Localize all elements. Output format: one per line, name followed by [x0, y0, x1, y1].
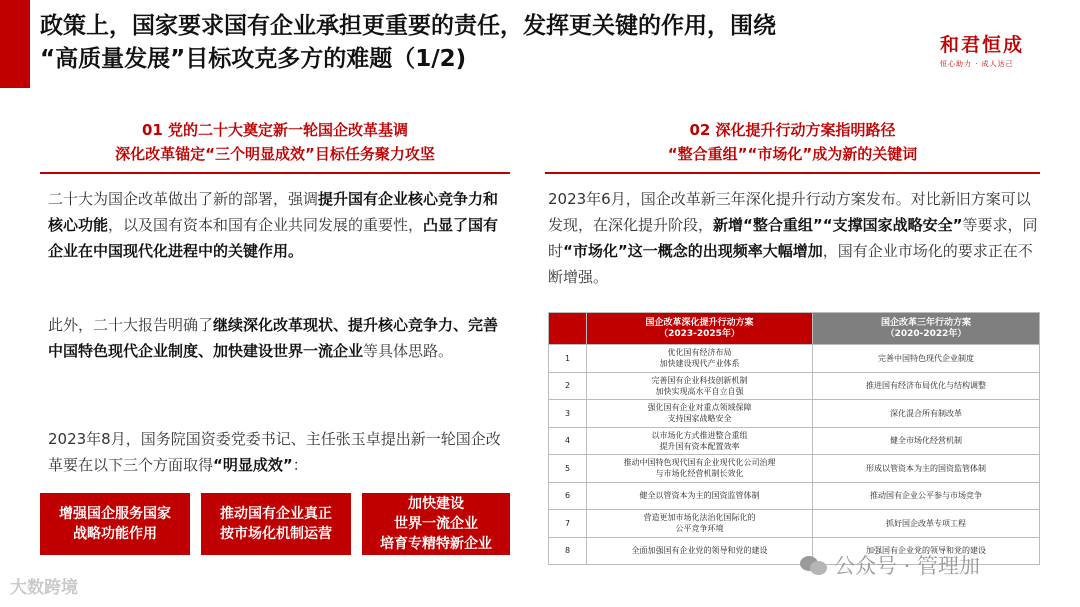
left-paragraph-1	[48, 186, 510, 264]
text-run: 等要求，同时	[548, 216, 1038, 260]
text-run: 等具体思路。	[363, 342, 454, 360]
goal-box-line: 按市场化机制运营	[220, 526, 332, 542]
title-accent-bar	[0, 0, 30, 88]
cell-line: 公平竞争环境	[675, 524, 724, 534]
right-section-heading	[545, 118, 1040, 166]
table-cell-index	[549, 537, 587, 565]
cell-line: 推动中国特色现代国有企业现代化公司治理	[623, 458, 776, 468]
table-cell-new-plan	[587, 482, 813, 510]
table-header-old-plan	[813, 313, 1040, 345]
page-title-line2: “高质量发展”目标攻克多方的难题（1/2)	[40, 46, 467, 72]
text-run: 2023年8月，国务院国资委党委书记、主任张玉卓提出新一轮国企改革要在以下三个方面取得	[48, 430, 501, 474]
table-cell-old-plan	[813, 482, 1040, 510]
reform-plan-comparison-table	[548, 312, 1040, 565]
text-run: ：	[292, 456, 308, 474]
cell-line: 3	[564, 408, 571, 418]
cell-line: 推动国有企业公平参与市场竞争	[870, 491, 982, 501]
left-heading-line2: 深化改革锚定“三个明显成效”目标任务聚力攻坚	[115, 145, 435, 163]
left-heading-line1: 01 党的二十大奠定新一轮国企改革基调	[141, 121, 409, 139]
cell-line: 完善国有企业科技创新机制	[651, 375, 748, 385]
watermark-right	[800, 550, 980, 580]
page-title-line1: 政策上，国家要求国有企业承担更重要的责任，发挥更关键的作用，围绕	[40, 13, 776, 39]
table-cell-index	[549, 345, 587, 373]
table-cell-index	[549, 455, 587, 483]
cell-line: 4	[564, 436, 571, 446]
table-cell-index	[549, 510, 587, 538]
table-cell-new-plan	[587, 400, 813, 428]
bold-text-run: 凸显了国有企业在中国现代化进程中的关键作用。	[48, 216, 499, 260]
cell-line: 健全市场化经营机制	[890, 436, 962, 446]
text-run: 二十大为国企改革做出了新的部署，强调	[48, 190, 319, 208]
table-cell-index	[549, 427, 587, 455]
table-cell-old-plan	[813, 372, 1040, 400]
company-logo	[940, 30, 1050, 69]
header-line: （2023-2025年）	[659, 328, 740, 339]
table-row	[549, 372, 1040, 400]
goal-box-line: 战略功能作用	[73, 526, 157, 542]
table-cell-index	[549, 400, 587, 428]
table-row	[549, 345, 1040, 373]
bold-text-run: “市场化”这一概念的出现频率大幅增加	[563, 242, 823, 260]
table-cell-new-plan	[587, 510, 813, 538]
cell-line: 1	[564, 353, 571, 363]
cell-line: 加快建设现代产业体系	[659, 359, 740, 369]
table-row	[549, 400, 1040, 428]
goal-box-line: 推动国有企业真正	[220, 506, 332, 522]
table-header-row	[549, 313, 1040, 345]
cell-line: 深化混合所有制改革	[890, 408, 962, 418]
goal-box-3	[362, 493, 510, 555]
goal-box-line: 培育专精特新企业	[380, 536, 492, 552]
table-cell-old-plan	[813, 345, 1040, 373]
right-heading-line1: 02 深化提升行动方案指明路径	[689, 121, 896, 139]
bold-text-run: 提升国有企业核心竞争力和核心功能	[48, 190, 499, 234]
page-title	[40, 10, 940, 76]
table-cell-new-plan	[587, 537, 813, 565]
left-paragraph-3	[48, 426, 510, 478]
right-heading-line2: “整合重组”“市场化”成为新的关键词	[667, 145, 918, 163]
cell-line: 7	[564, 518, 571, 528]
text-run: 此外，二十大报告明确了	[48, 316, 214, 334]
cell-line: 优化国有经济布局	[667, 348, 732, 358]
logo-tagline: 恒心助力 · 成人达己	[940, 60, 1014, 68]
right-section-divider	[545, 172, 1040, 174]
table-row	[549, 510, 1040, 538]
cell-line: 健全以管资本为主的国资监管体制	[639, 491, 760, 501]
table-cell-new-plan	[587, 372, 813, 400]
wechat-icon	[800, 554, 828, 576]
cell-line: 强化国有企业对重点领域保障	[647, 403, 752, 413]
bold-text-run: “明显成效”	[213, 456, 293, 474]
table-cell-old-plan	[813, 510, 1040, 538]
cell-line: 全面加强国有企业党的领导和党的建设	[631, 546, 768, 556]
watermark-left-text: 大数跨境	[10, 578, 78, 598]
cell-line: 支持国家战略安全	[667, 414, 732, 424]
table-header-new-plan	[587, 313, 813, 345]
goal-box-line: 世界一流企业	[394, 516, 478, 532]
cell-line: 提升国有资本配置效率	[659, 441, 740, 451]
watermark-right-text: 公众号 · 管理加	[834, 554, 981, 578]
header-line: 国企改革三年行动方案	[880, 317, 971, 328]
text-run: ，国有企业市场化的要求正在不断增强。	[548, 242, 1033, 286]
table-cell-old-plan	[813, 455, 1040, 483]
text-run: 2023年6月，国企改革新三年深化提升行动方案发布。对比新旧方案可以发现，在深化提升阶段，	[548, 190, 1031, 234]
cell-line: 8	[564, 546, 571, 556]
cell-line: 与市场化经营机制长效化	[655, 469, 744, 479]
cell-line: 5	[564, 463, 571, 473]
cell-line: 完善中国特色现代企业制度	[878, 353, 974, 363]
logo-name: 和君恒成	[940, 34, 1025, 56]
cell-line: 形成以管资本为主的国资监管体制	[866, 463, 986, 473]
cell-line: 抓好国企改革专项工程	[886, 518, 966, 528]
cell-line: 营造更加市场化法治化国际化的	[643, 513, 756, 523]
bold-text-run: 新增“整合重组”“支撑国家战略安全”	[713, 216, 963, 234]
header-line: 国企改革深化提升行动方案	[645, 317, 754, 328]
table-row	[549, 455, 1040, 483]
left-section-divider	[40, 172, 510, 174]
cell-line: 以市场化方式推进整合重组	[651, 430, 748, 440]
left-section-heading	[40, 118, 510, 166]
cell-line: 推进国有经济布局优化与结构调整	[866, 381, 986, 391]
table-cell-new-plan	[587, 455, 813, 483]
header-line: （2020-2022年）	[885, 328, 967, 339]
goal-box-line: 增强国企服务国家	[59, 506, 171, 522]
cell-line: 加强国有企业党的领导和党的建设	[866, 546, 986, 556]
text-run: ，以及国有资本和国有企业共同发展的重要性，	[108, 216, 424, 234]
table-row	[549, 427, 1040, 455]
watermark-left	[10, 573, 78, 598]
goal-box-2	[201, 493, 351, 555]
bold-text-run: 继续深化改革现状、提升核心竞争力、完善中国特色现代企业制度、加快建设世界一流企业	[48, 316, 499, 360]
table-cell-index	[549, 372, 587, 400]
goal-box-1	[40, 493, 190, 555]
left-paragraph-2	[48, 312, 510, 364]
table-header-index	[549, 313, 587, 345]
goal-box-line: 加快建设	[408, 496, 464, 512]
cell-line: 2	[564, 381, 571, 391]
table-cell-new-plan	[587, 345, 813, 373]
table-cell-old-plan	[813, 427, 1040, 455]
table-cell-new-plan	[587, 427, 813, 455]
table-row	[549, 482, 1040, 510]
table-cell-index	[549, 482, 587, 510]
cell-line: 加快实现高水平自立自强	[655, 386, 744, 396]
right-paragraph-1	[548, 186, 1042, 290]
table-cell-old-plan	[813, 400, 1040, 428]
cell-line: 6	[564, 491, 571, 501]
